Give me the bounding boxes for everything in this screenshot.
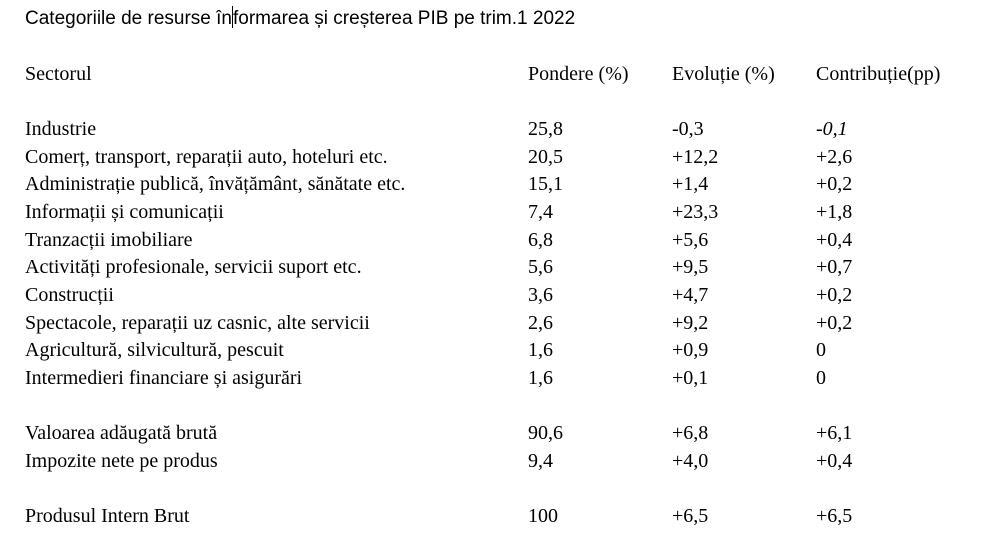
evolutie-cell: +0,1 — [672, 367, 709, 389]
contributie-cell: +0,4 — [816, 229, 853, 251]
pondere-cell: 6,8 — [528, 229, 553, 251]
pondere-cell: 7,4 — [528, 201, 553, 223]
evolutie-cell: +23,3 — [672, 201, 719, 223]
pondere-cell: 90,6 — [528, 422, 563, 444]
sector-cell: Activități profesionale, servicii suport etc. — [25, 256, 362, 278]
evolutie-cell: +4,0 — [672, 450, 709, 472]
evolutie-cell: +12,2 — [672, 146, 719, 168]
sector-cell: Intermedieri financiare și asigurări — [25, 367, 303, 389]
sector-cell: Administrație publică, învățământ, sănătate etc. — [25, 173, 406, 195]
contributie-cell: +0,4 — [816, 450, 853, 472]
evolutie-cell: +6,8 — [672, 422, 709, 444]
pondere-cell: 3,6 — [528, 284, 553, 306]
contributie-cell: +0,7 — [816, 256, 853, 278]
header-sector: Sectorul — [25, 63, 92, 85]
pondere-cell: 1,6 — [528, 339, 553, 361]
pondere-cell: 9,4 — [528, 450, 553, 472]
contributie-cell: +0,2 — [816, 284, 853, 306]
header-evolutie: Evoluție (%) — [672, 63, 775, 85]
pondere-cell: 1,6 — [528, 367, 553, 389]
contributie-cell: +1,8 — [816, 201, 853, 223]
pondere-cell: 25,8 — [528, 118, 563, 140]
sector-cell: Agricultură, silvicultură, pescuit — [25, 339, 284, 361]
title-text-start: Categoriile de resurse în — [25, 8, 232, 29]
contributie-cell: 0 — [816, 367, 826, 389]
header-pondere: Pondere (%) — [528, 63, 629, 85]
pondere-cell: 2,6 — [528, 312, 553, 334]
pondere-cell: 15,1 — [528, 173, 563, 195]
contributie-cell: +0,2 — [816, 312, 853, 334]
evolutie-cell: +9,2 — [672, 312, 709, 334]
sector-cell: Tranzacții imobiliare — [25, 229, 193, 251]
evolutie-cell: +6,5 — [672, 505, 709, 527]
pondere-cell: 20,5 — [528, 146, 563, 168]
contributie-cell: -0,1 — [816, 118, 848, 140]
sector-cell: Produsul Intern Brut — [25, 505, 190, 527]
header-contributie: Contribuție(pp) — [816, 63, 941, 85]
sector-cell: Impozite nete pe produs — [25, 450, 218, 472]
evolutie-cell: +4,7 — [672, 284, 709, 306]
evolutie-cell: -0,3 — [672, 118, 704, 140]
contributie-cell: +0,2 — [816, 173, 853, 195]
pondere-cell: 100 — [528, 505, 558, 527]
sector-cell: Valoarea adăugată brută — [25, 422, 218, 444]
contributie-cell: +6,5 — [816, 505, 853, 527]
pondere-cell: 5,6 — [528, 256, 553, 278]
sector-cell: Construcții — [25, 284, 114, 306]
evolutie-cell: +5,6 — [672, 229, 709, 251]
contributie-cell: +6,1 — [816, 422, 853, 444]
title-text-end: formarea și creșterea PIB pe trim.1 2022 — [233, 8, 576, 29]
sector-cell: Informații și comunicații — [25, 201, 224, 223]
document-title — [25, 6, 575, 31]
sector-cell: Spectacole, reparații uz casnic, alte servicii — [25, 312, 370, 334]
sector-cell: Industrie — [25, 118, 97, 140]
contributie-cell: +2,6 — [816, 146, 853, 168]
evolutie-cell: +0,9 — [672, 339, 709, 361]
contributie-cell: 0 — [816, 339, 826, 361]
sector-cell: Comerț, transport, reparații auto, hoteluri etc. — [25, 146, 388, 168]
evolutie-cell: +1,4 — [672, 173, 709, 195]
evolutie-cell: +9,5 — [672, 256, 709, 278]
